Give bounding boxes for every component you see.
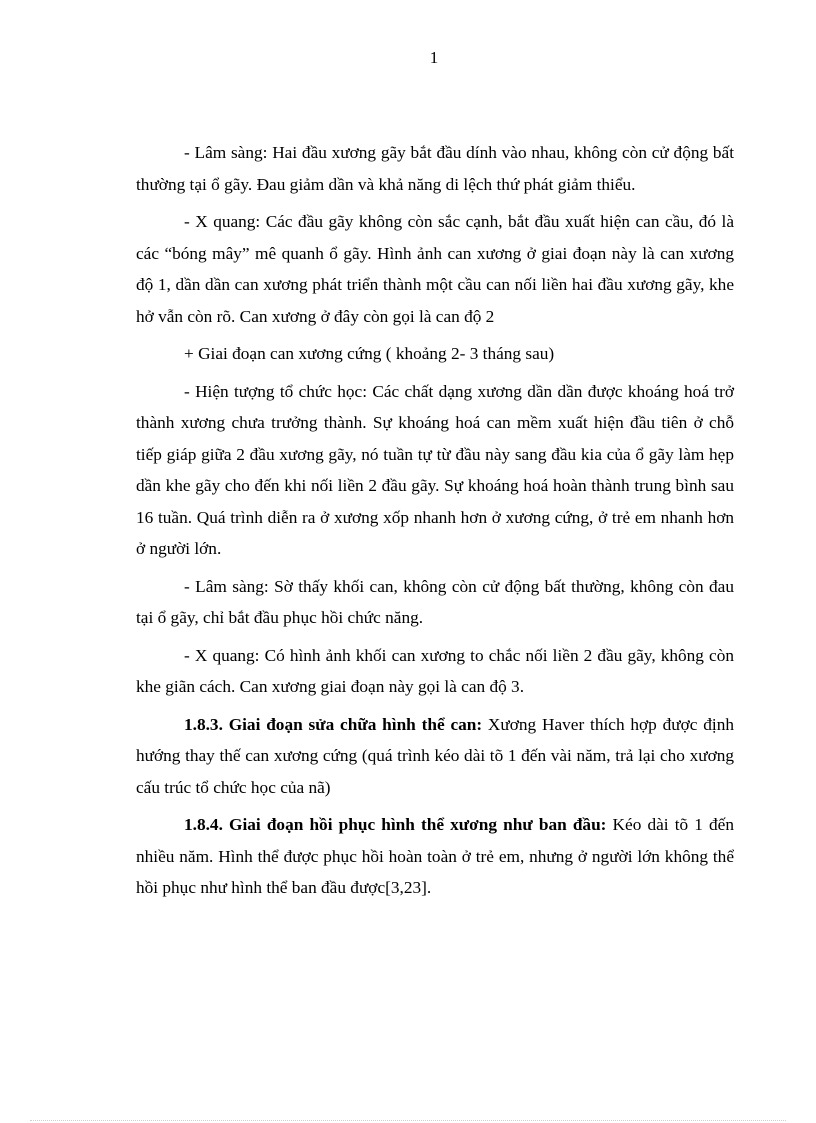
page-number: 1 [429, 48, 439, 67]
paragraph-xray-early: - X quang: Các đầu gãy không còn sắc cạnh, bắt đầu xuất hiện can cầu, đó là các “bóng mây” mê quanh ổ gãy. Hình ảnh can xương ở giai đoạn này là can xương độ 1, dần dần can xương phát triển thành một cầu can nối liền hai đầu xương gãy, khe hở vẫn còn rõ. Can xương ở đây còn gọi là can độ 2 [136, 212, 734, 326]
section-body: Kéo dài tõ 1 đến nhiều năm. Hình thể được phục hồi hoàn toàn ở trẻ em, nhưng ở người lớn không thể hồi phục như hình thể ban đầu được[3,23]. [136, 815, 734, 897]
paragraph-xray-late: - X quang: Có hình ảnh khối can xương to chắc nối liền 2 đầu gãy, không còn khe giãn cách. Can xương giai đoạn này gọi là can độ 3. [136, 645, 734, 696]
document-body [136, 137, 734, 910]
paragraph-clinical-early: - Lâm sàng: Hai đầu xương gãy bắt đầu dính vào nhau, không còn cử động bất thường tại ổ gãy. Đau giảm dần và khả năng di lệch thứ phát giảm thiểu. [136, 143, 734, 194]
section-remodeling [136, 709, 734, 804]
page-bottom-divider [30, 1120, 786, 1121]
section-body: Xương Haver thích hợp được định hướng thay thế can xương cứng (quá trình kéo dài tõ 1 đến vài năm, trả lại cho xương cấu trúc tổ chức học của nã) [136, 714, 734, 797]
section-heading: 1.8.4. Giai đoạn hồi phục hình thể xương như ban đầu: [184, 815, 607, 834]
paragraph-hard-callus-stage: + Giai đoạn can xương cứng ( khoảng 2- 3 tháng sau) [184, 344, 555, 363]
paragraph-clinical-late: - Lâm sàng: Sờ thấy khối can, không còn cử động bất thường, không còn đau tại ổ gãy, chỉ bắt đầu phục hồi chức năng. [136, 576, 734, 627]
section-restoration [136, 809, 734, 904]
paragraph-histology: - Hiện tượng tổ chức học: Các chất dạng xương dần dần được khoáng hoá trở thành xương chưa trưởng thành. Sự khoáng hoá can mềm xuất hiện đầu tiên ở chỗ tiếp giáp giữa 2 đầu xương gãy, nó tuần tự từ đầu này sang đầu kia của ổ gãy làm hẹp dần khe gãy cho đến khi nối liền 2 đầu gãy. Sự khoáng hoá hoàn thành trung bình sau 16 tuần. Quá trình diễn ra ở xương xốp nhanh hơn ở xương cứng, ở trẻ em nhanh hơn ở người lớn. [136, 381, 734, 558]
section-heading: 1.8.3. Giai đoạn sửa chữa hình thể can: [184, 714, 483, 734]
